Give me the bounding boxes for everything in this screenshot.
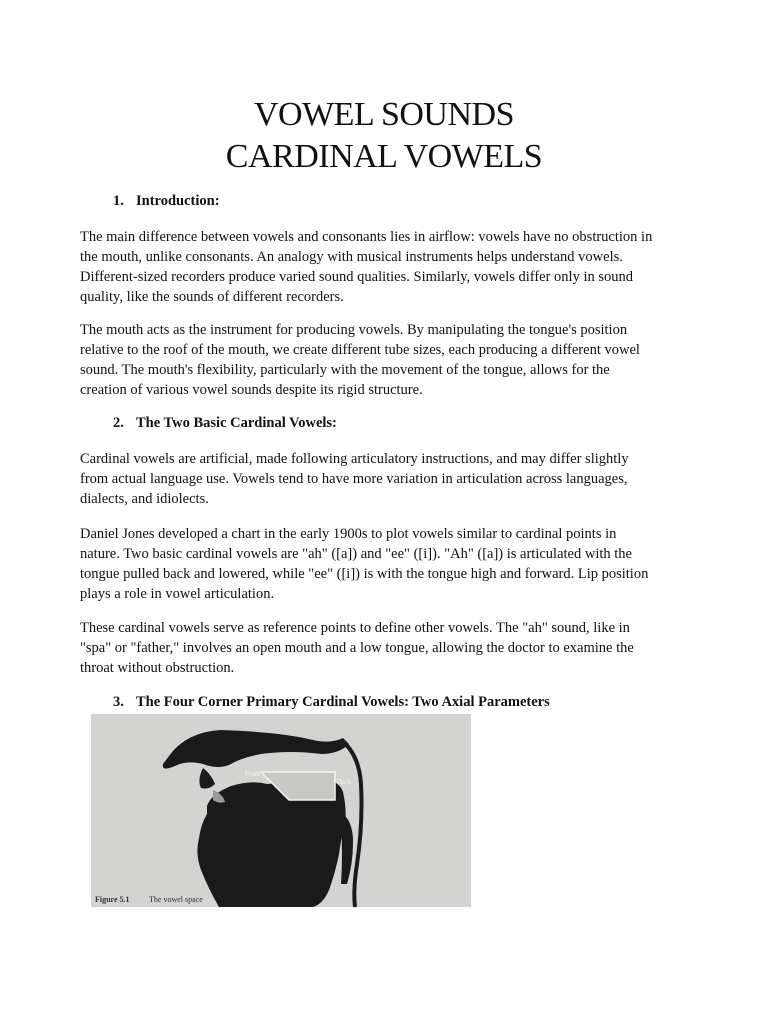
text-line: These cardinal vowels serve as reference points to define other vowels. The "ah" sound, like in bbox=[80, 620, 630, 636]
section-number: 1. bbox=[113, 193, 124, 209]
text-line: from actual language use. Vowels tend to have more variation in articulation across languages, bbox=[80, 471, 628, 487]
text-line: The main difference between vowels and consonants lies in airflow: vowels have no obstruction in bbox=[80, 229, 653, 245]
text-line: relative to the roof of the mouth, we create different tube sizes, each producing a different vowel bbox=[80, 342, 640, 358]
document-title-line-1: VOWEL SOUNDS bbox=[253, 96, 514, 133]
text-line: plays a role in vowel articulation. bbox=[80, 586, 275, 602]
figure-caption-text: The vowel space bbox=[149, 895, 203, 904]
section-title: The Two Basic Cardinal Vowels: bbox=[136, 415, 337, 431]
text-line: dialects, and idiolects. bbox=[80, 491, 209, 507]
text-line: quality, like the sounds of different recorders. bbox=[80, 289, 344, 305]
text-line: nature. Two basic cardinal vowels are "ah" ([a]) and "ee" ([i]). "Ah" ([a]) is articulated with the bbox=[80, 546, 632, 562]
document-title-line-2: CARDINAL VOWELS bbox=[225, 138, 543, 175]
text-line: "spa" or "father," involves an open mouth and a low tongue, allowing the doctor to examine the bbox=[80, 640, 634, 656]
paragraph bbox=[80, 227, 690, 307]
figure-caption-number: Figure 5.1 bbox=[95, 895, 130, 904]
text-line: Daniel Jones developed a chart in the early 1900s to plot vowels similar to cardinal points in bbox=[80, 526, 617, 542]
section-heading-introduction bbox=[113, 192, 220, 210]
paragraph bbox=[80, 320, 690, 400]
vocal-tract-diagram bbox=[91, 714, 471, 907]
section-number: 3. bbox=[113, 694, 124, 710]
paragraph bbox=[80, 618, 690, 678]
front-label: Front bbox=[245, 770, 261, 778]
text-line: Different-sized recorders produce varied sound qualities. Similarly, vowels differ only in sound bbox=[80, 269, 634, 285]
back-label: Back bbox=[337, 778, 352, 786]
paragraph bbox=[80, 524, 690, 604]
text-line: tongue pulled back and lowered, while "ee" ([i]) is with the tongue high and forward. Lip position bbox=[80, 566, 649, 582]
text-line: creation of various vowel sounds despite its rigid structure. bbox=[80, 382, 423, 398]
text-line: throat without obstruction. bbox=[80, 660, 235, 676]
section-title: The Four Corner Primary Cardinal Vowels: Two Axial Parameters bbox=[136, 694, 550, 710]
section-number: 2. bbox=[113, 415, 124, 431]
vowel-space-figure bbox=[91, 714, 471, 907]
text-line: Cardinal vowels are artificial, made following articulatory instructions, and may differ slightly bbox=[80, 451, 629, 467]
paragraph bbox=[80, 449, 690, 509]
section-title: Introduction: bbox=[136, 193, 220, 209]
section-heading-four-corner-vowels bbox=[113, 693, 550, 711]
text-line: the mouth, unlike consonants. An analogy with musical instruments helps understand vowels. bbox=[80, 249, 623, 265]
section-heading-two-basic-cardinal-vowels bbox=[113, 414, 337, 432]
text-line: sound. The mouth's flexibility, particularly with the movement of the tongue, allows for the bbox=[80, 362, 610, 378]
text-line: The mouth acts as the instrument for producing vowels. By manipulating the tongue's position bbox=[80, 322, 628, 338]
